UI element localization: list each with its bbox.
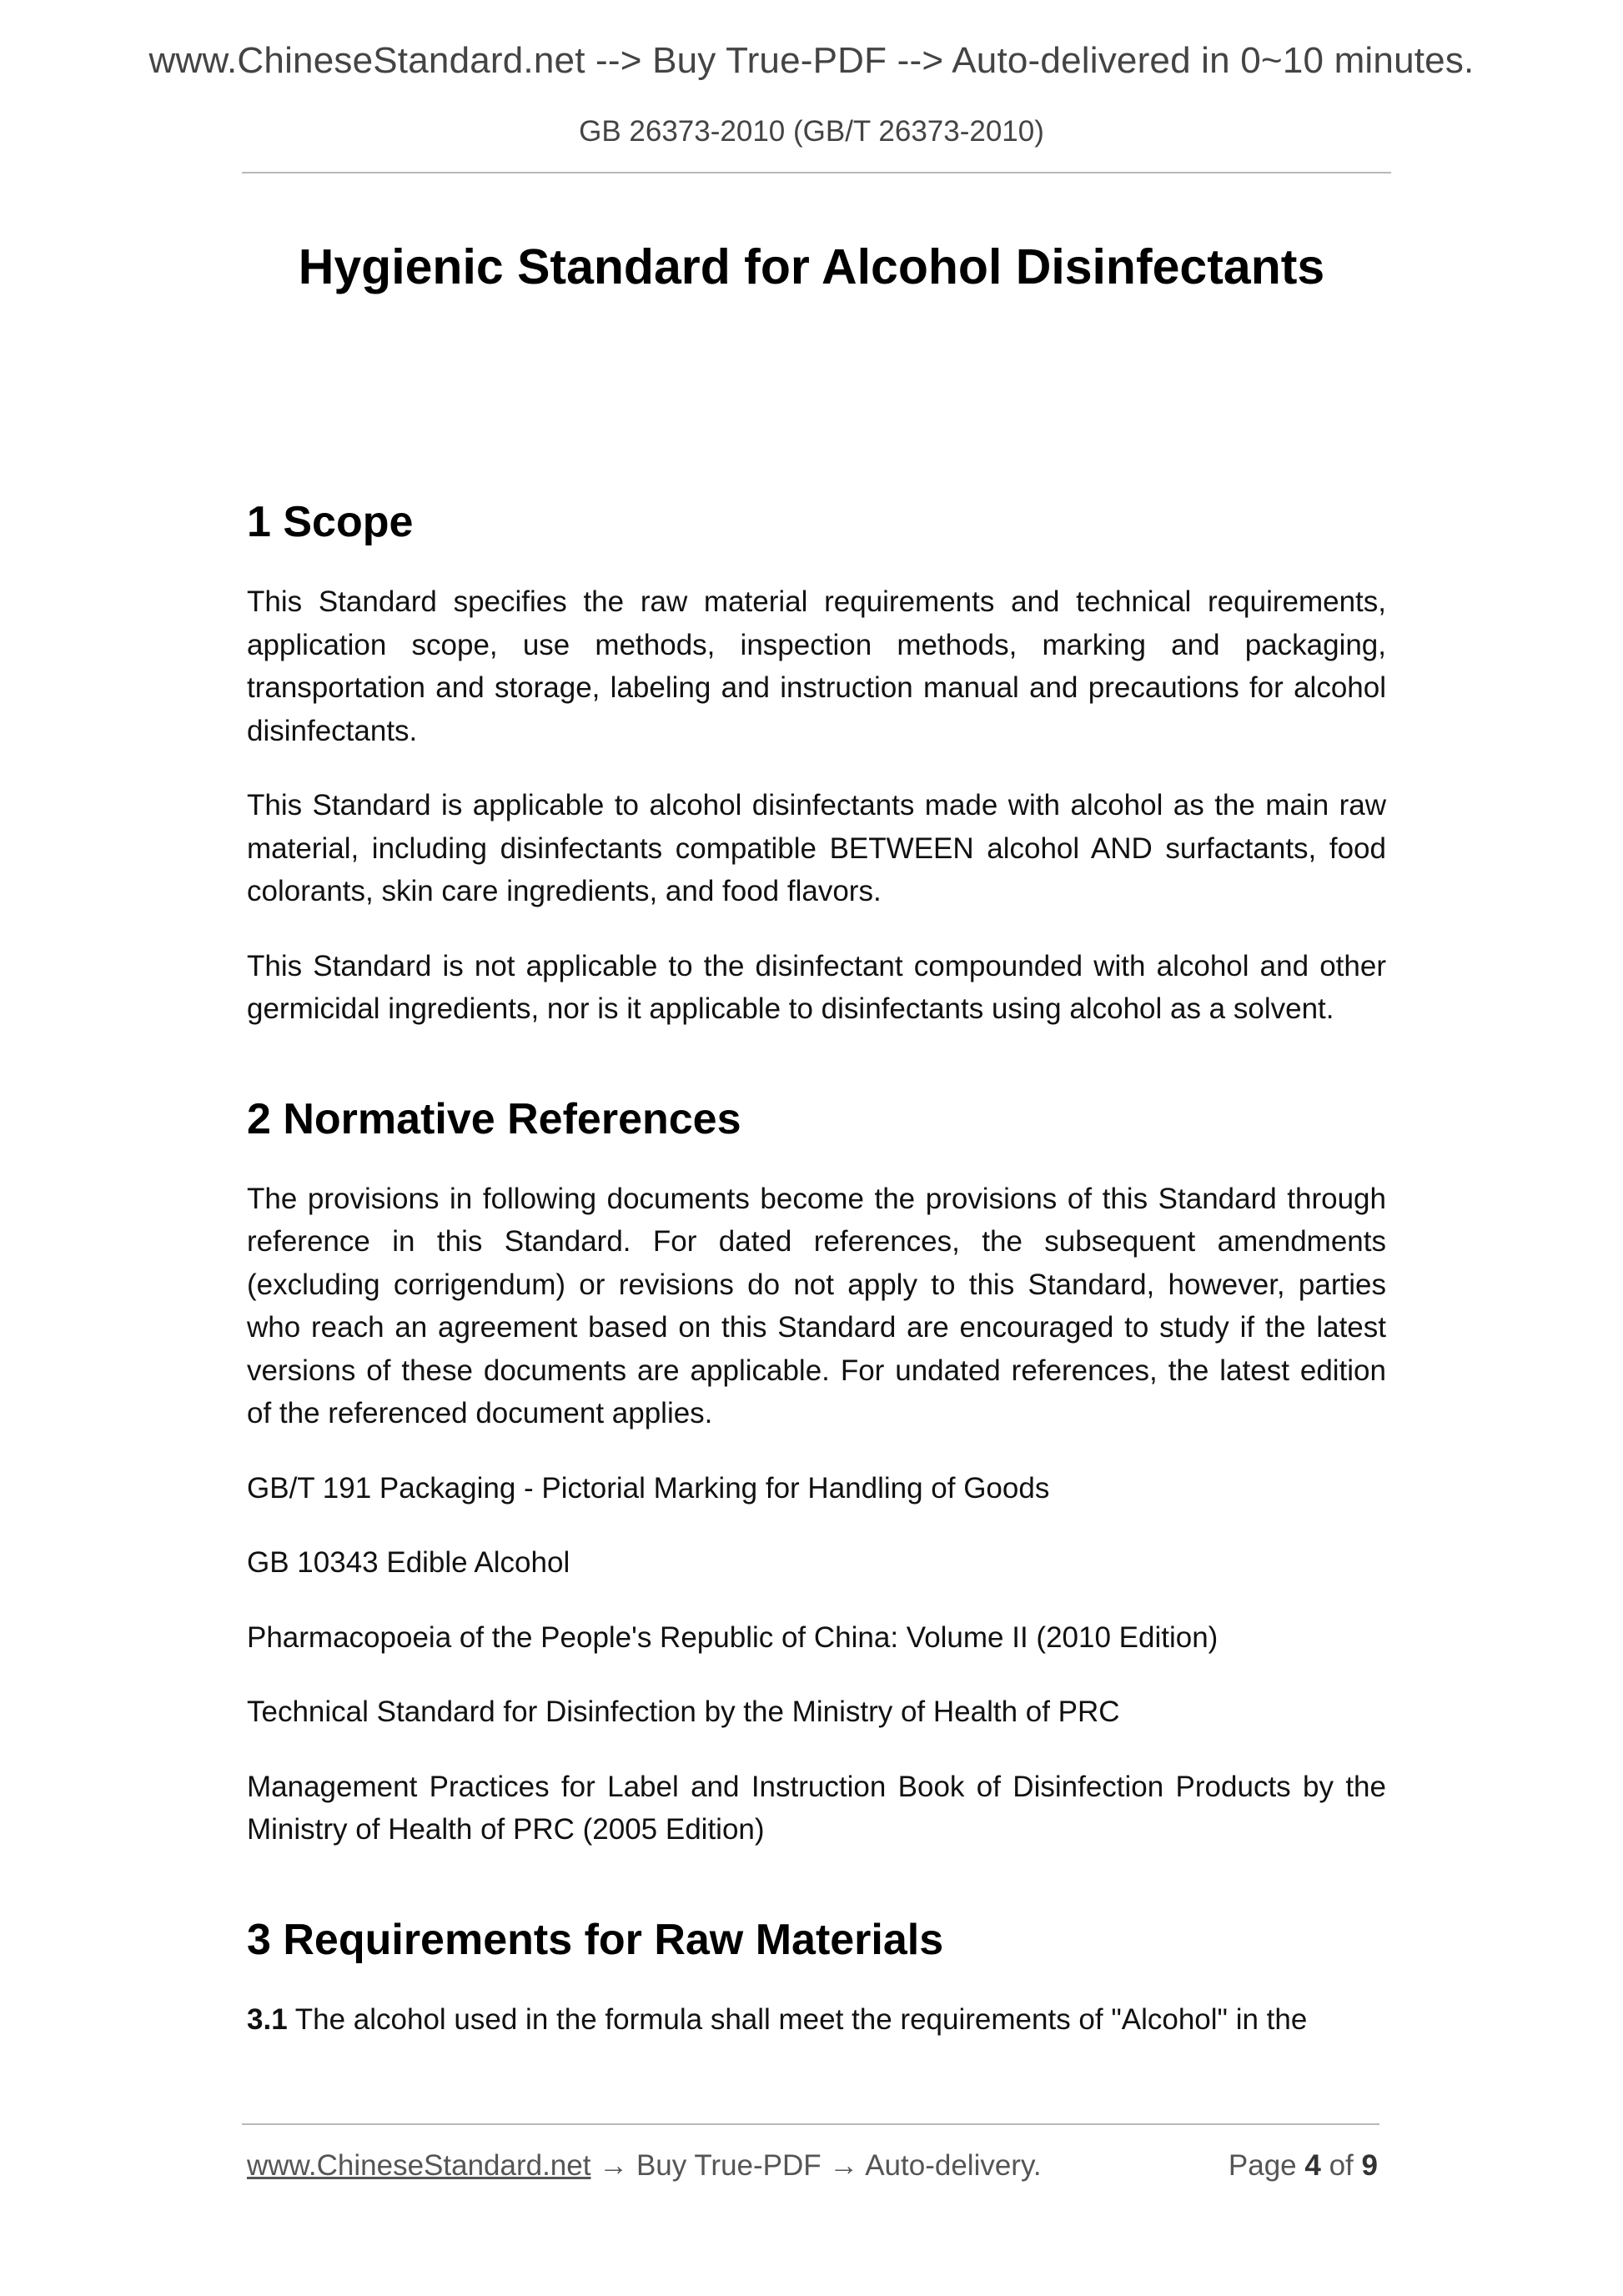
reference-item: Pharmacopoeia of the People's Republic of China: Volume II (2010 Edition) <box>247 1620 1219 1654</box>
section-1-paragraph-2: This Standard is applicable to alcohol disinfectants made with alcohol as the main raw material, including disinfectants compatible BETWEEN alcohol AND surfactants, food colorants, skin care ingredients, and food flavors. <box>247 789 1386 907</box>
arrow-right-icon: → <box>599 2149 629 2182</box>
section-1-heading: 1 Scope <box>247 498 414 546</box>
footer-delivery-text: Auto-delivery. <box>865 2149 1042 2182</box>
section-1-paragraph-1: This Standard specifies the raw material requirements and technical requirements, application scope, use methods, inspection methods, marking and packaging, transportation and storage, labeling and instruction manual and precautions for alcohol disinfectants. <box>247 585 1386 747</box>
total-pages-number: 9 <box>1361 2149 1378 2182</box>
reference-item: GB/T 191 Packaging - Pictorial Marking for Handling of Goods <box>247 1471 1050 1505</box>
page-indicator <box>1229 2149 1378 2183</box>
document-title: Hygienic Standard for Alcohol Disinfectants <box>298 239 1325 294</box>
footer-divider <box>242 2123 1379 2125</box>
current-page-number: 4 <box>1304 2149 1321 2182</box>
clause-3-1 <box>247 1998 1386 2042</box>
page-footer <box>247 2149 1378 2191</box>
section-2-paragraph-1: The provisions in following documents become the provisions of this Standard through reference in this Standard. For dated references, the subsequent amendments (excluding corrigendum) or revisions do not apply to this Standard, however, parties who reach an agreement based on this Standard are encouraged to study if the latest versions of these documents are applicable. For undated references, the latest edition of the referenced document applies. <box>247 1182 1386 1429</box>
page-label: Page <box>1228 2149 1297 2182</box>
arrow-right-icon: → <box>829 2149 859 2182</box>
section-3-heading: 3 Requirements for Raw Materials <box>247 1915 944 1964</box>
reference-item: Technical Standard for Disinfection by the Ministry of Health of PRC <box>247 1696 1120 1728</box>
footer-buy-text: Buy True-PDF <box>636 2149 822 2182</box>
footer-site-link[interactable]: www.ChineseStandard.net <box>247 2149 591 2182</box>
clause-number: 3.1 <box>247 2002 288 2036</box>
of-label: of <box>1329 2149 1354 2182</box>
clause-text: The alcohol used in the formula shall meet the requirements of "Alcohol" in the <box>287 2002 1308 2036</box>
section-2-heading: 2 Normative References <box>247 1094 741 1143</box>
reference-item: GB 10343 Edible Alcohol <box>247 1546 570 1579</box>
document-body <box>247 492 1386 2041</box>
section-1-paragraph-3: This Standard is not applicable to the disinfectant compounded with alcohol and other germicidal ingredients, nor is it applicable to disinfectants using alcohol as a solvent. <box>247 949 1386 1025</box>
standard-number: GB 26373-2010 (GB/T 26373-2010) <box>579 115 1044 148</box>
reference-item: Management Practices for Label and Instruction Book of Disinfection Products by the Ministry of Health of PRC (2005 Edition) <box>247 1770 1386 1846</box>
top-banner-text: www.ChineseStandard.net --> Buy True-PDF --> Auto-delivered in 0~10 minutes. <box>148 40 1475 81</box>
header-divider <box>242 172 1391 173</box>
